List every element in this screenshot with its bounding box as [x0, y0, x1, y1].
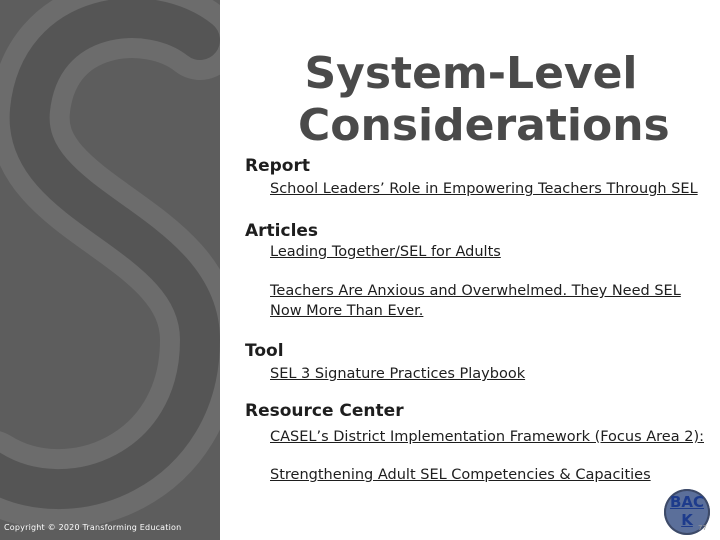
logo-s-watermark: [0, 0, 220, 540]
side-panel: [0, 0, 220, 540]
period-text: .: [418, 302, 424, 319]
link-leading-together[interactable]: Leading Together/SEL for Adults: [270, 244, 501, 260]
link-adult-sel-competencies[interactable]: Strengthening Adult SEL Competencies & Capacities: [270, 467, 651, 483]
link-teachers-anxious-text[interactable]: Teachers Are Anxious and Overwhelmed. They Need SEL Now More Than Ever: [270, 283, 681, 319]
section-heading-resource-center: Resource Center: [245, 401, 404, 421]
copyright-text: Copyright © 2020 Transforming Education: [4, 523, 182, 532]
section-heading-report: Report: [245, 156, 310, 176]
link-teachers-anxious-article[interactable]: [270, 282, 710, 321]
section-heading-articles: Articles: [245, 221, 319, 241]
page-number: 77: [698, 524, 707, 532]
back-button-label[interactable]: BAC K: [669, 493, 705, 529]
link-sel-playbook[interactable]: SEL 3 Signature Practices Playbook: [270, 366, 526, 382]
link-casel-framework[interactable]: CASEL’s District Implementation Framework (Focus Area 2):: [270, 429, 704, 445]
slide-title: System-Level Considerations: [298, 48, 670, 151]
section-heading-tool: Tool: [245, 341, 284, 361]
link-school-leaders-report[interactable]: School Leaders’ Role in Empowering Teachers Through SEL: [270, 181, 698, 197]
